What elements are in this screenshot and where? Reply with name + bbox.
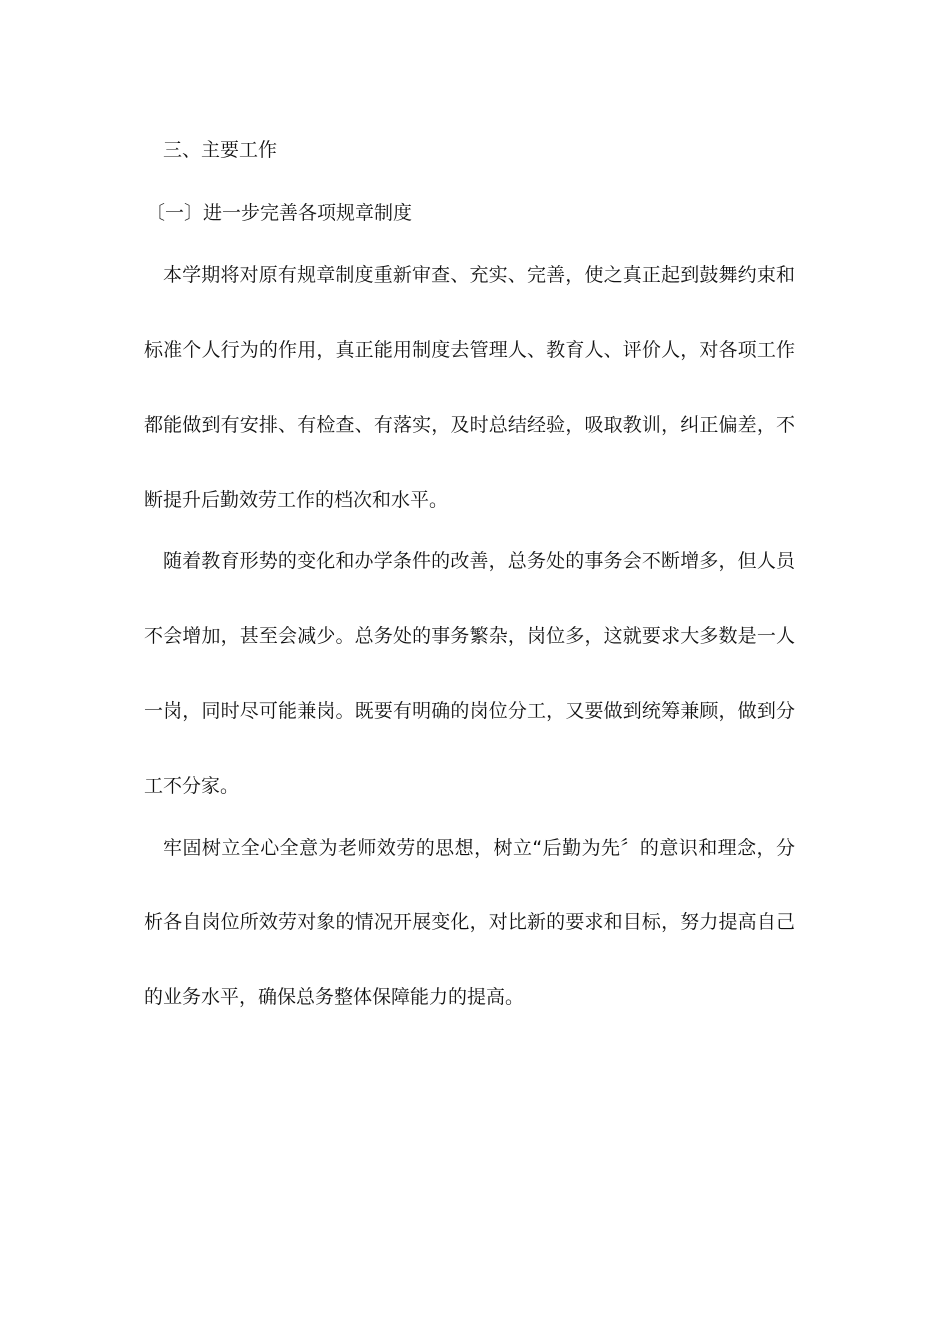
section-heading: 三、主要工作: [163, 139, 278, 161]
paragraph-line: 析各自岗位所效劳对象的情况开展变化，对比新的要求和目标，努力提高自己: [144, 911, 795, 933]
paragraph-line: 一岗，同时尽可能兼岗。既要有明确的岗位分工，又要做到统筹兼顾，做到分: [144, 700, 795, 722]
paragraph-line: 的业务水平，确保总务整体保障能力的提高。: [144, 986, 525, 1008]
paragraph-line: 牢固树立全心全意为老师效劳的思想，树立“后勤为先〞的意识和理念，分: [163, 837, 795, 859]
paragraph-line: 随着教育形势的变化和办学条件的改善，总务处的事务会不断增多，但人员: [163, 550, 795, 572]
paragraph-line: 工不分家。: [144, 775, 240, 797]
subsection-heading: 〔一〕进一步完善各项规章制度: [146, 202, 413, 224]
paragraph-line: 不会增加，甚至会减少。总务处的事务繁杂，岗位多，这就要求大多数是一人: [144, 625, 795, 647]
paragraph-line: 本学期将对原有规章制度重新审查、充实、完善，使之真正起到鼓舞约束和: [163, 264, 795, 286]
paragraph-line: 都能做到有安排、有检查、有落实，及时总结经验，吸取教训，纠正偏差，不: [144, 414, 795, 436]
paragraph-line: 断提升后勤效劳工作的档次和水平。: [144, 489, 449, 511]
paragraph-line: 标准个人行为的作用，真正能用制度去管理人、教育人、评价人，对各项工作: [144, 339, 795, 361]
